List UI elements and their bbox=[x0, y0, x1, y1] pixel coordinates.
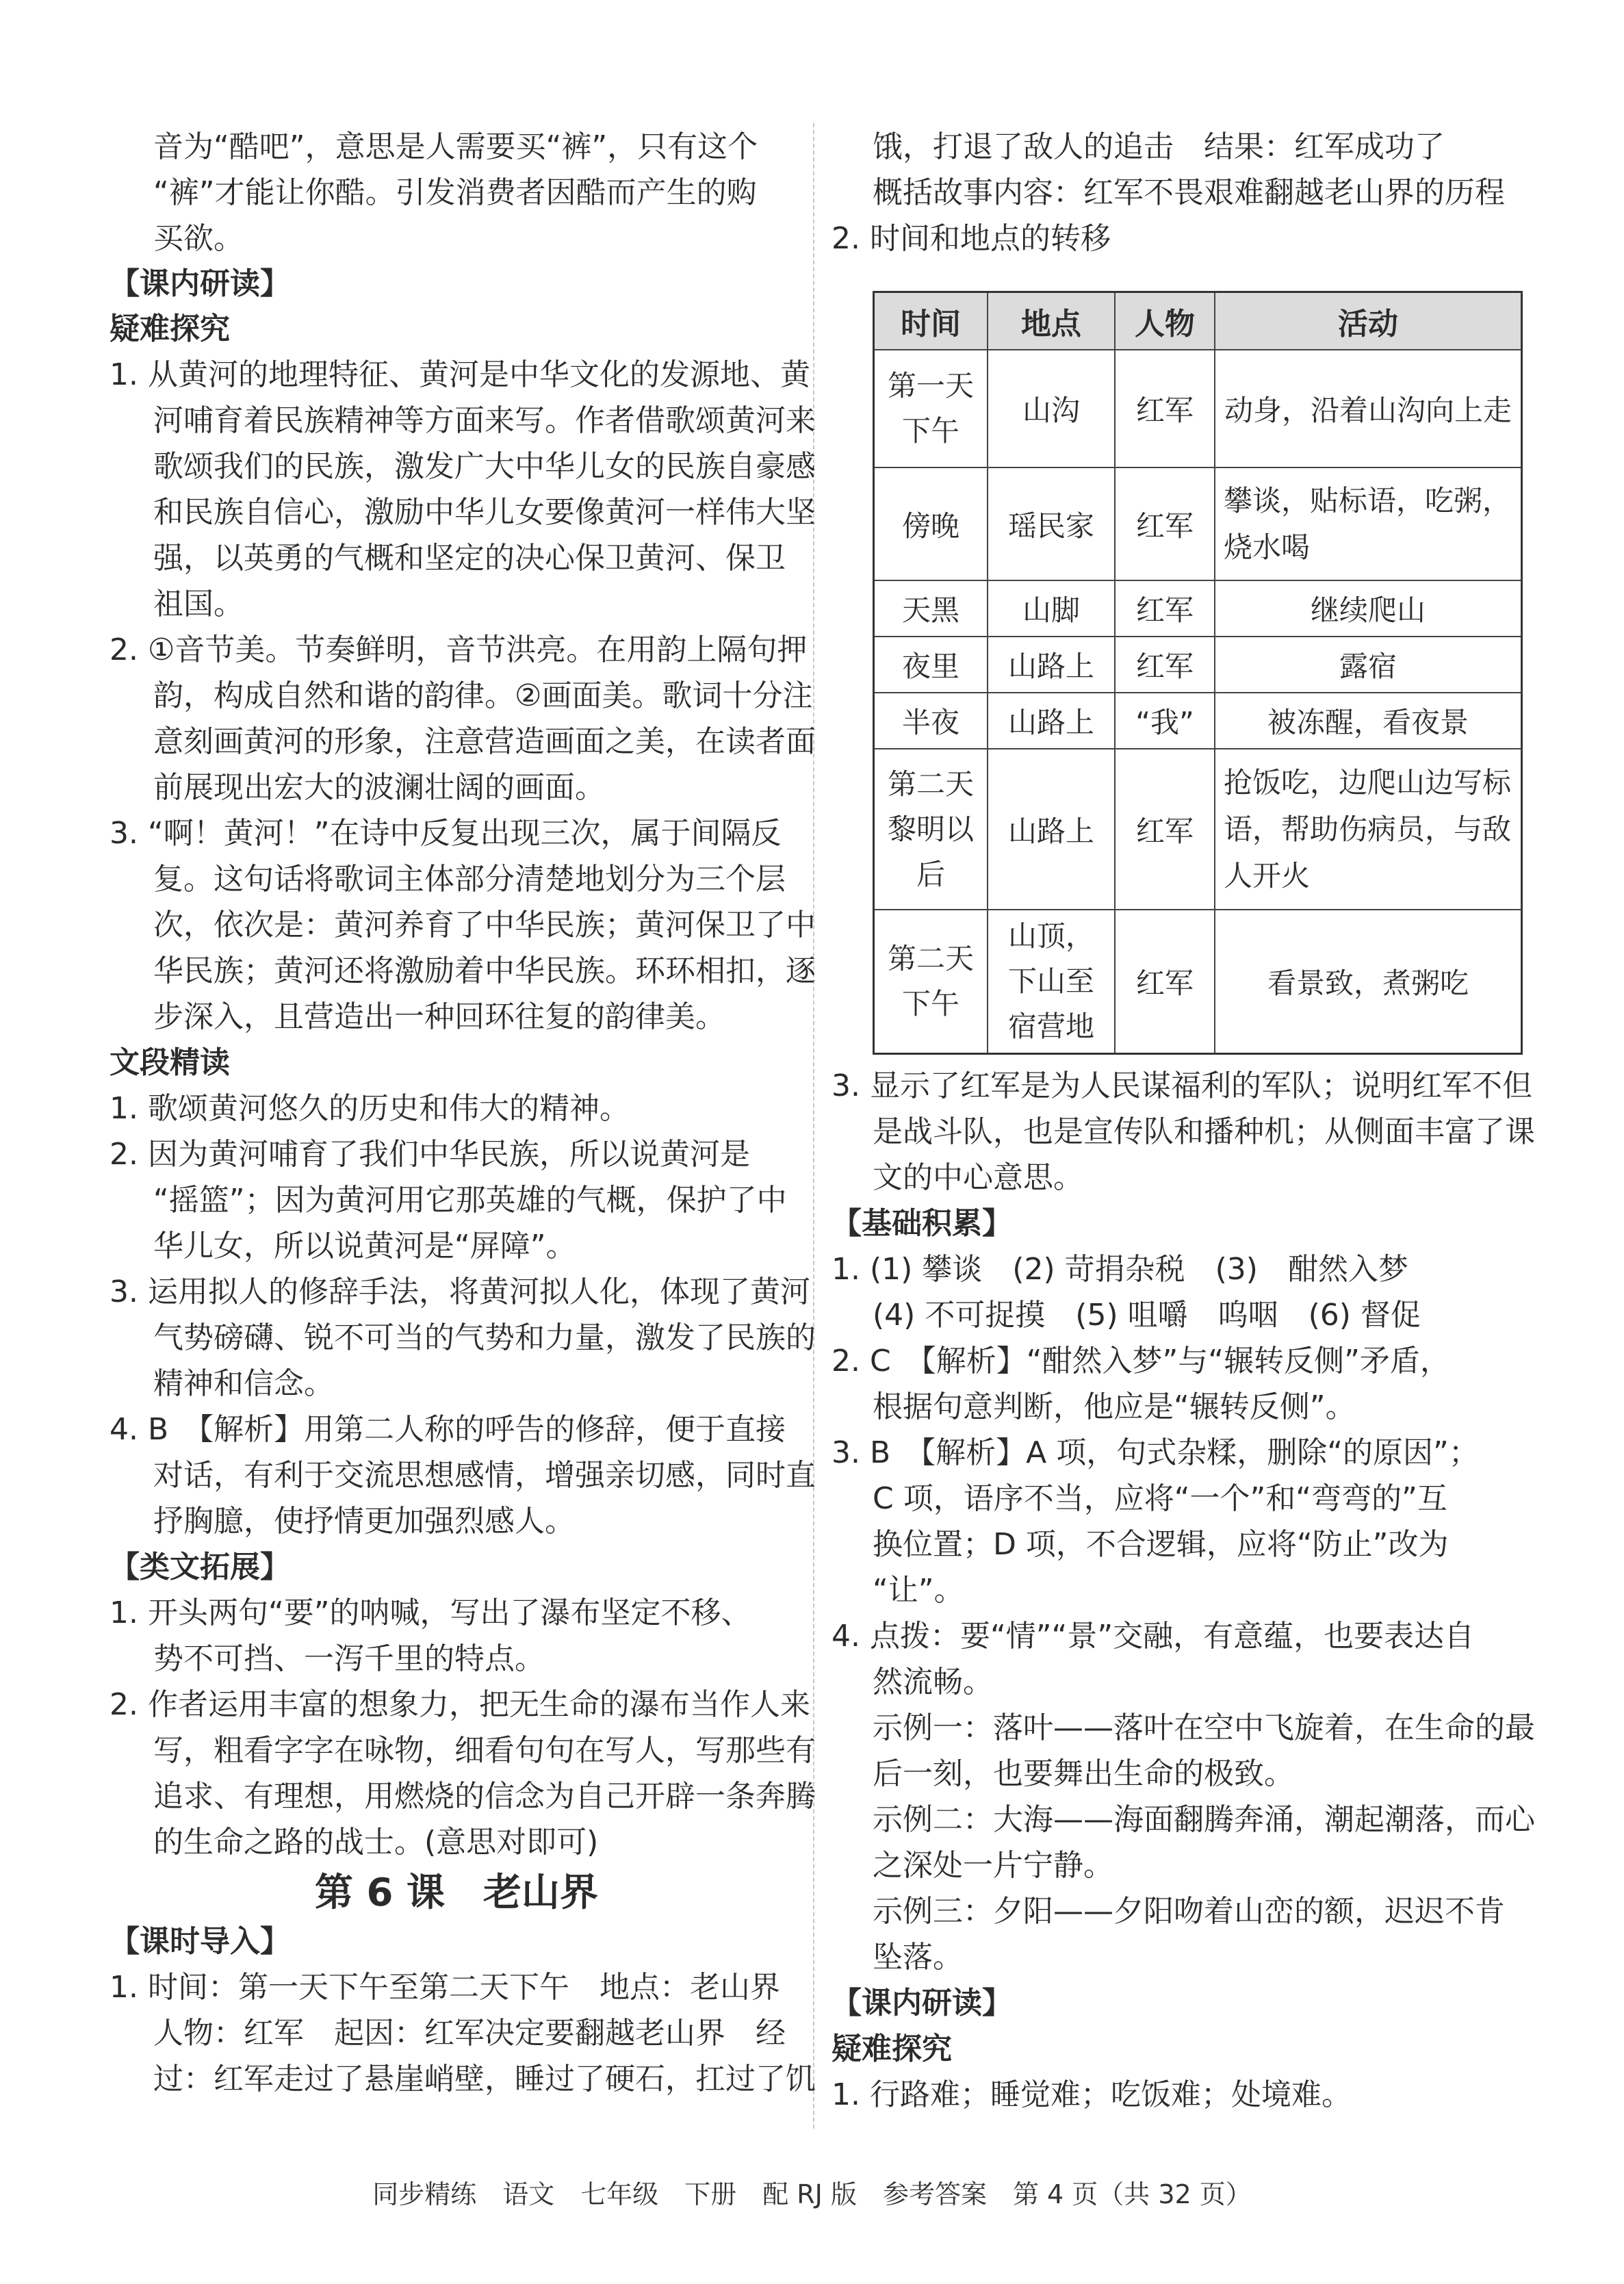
table-cell: 天黑 bbox=[874, 580, 988, 637]
text-line: 追求、有理想，用燃烧的信念为自己开辟一条奔腾 bbox=[153, 1779, 816, 1814]
text-line: 意刻画黄河的形象，注意营造画面之美，在读者面 bbox=[153, 724, 816, 759]
table-row bbox=[874, 580, 1522, 637]
table-row bbox=[874, 637, 1522, 693]
text-line: 2. 因为黄河哺育了我们中华民族，所以说黄河是 bbox=[109, 1137, 750, 1172]
text-line: 2. 时间和地点的转移 bbox=[832, 221, 1111, 256]
table-cell: 攀谈，贴标语，吃粥，烧水喝 bbox=[1215, 467, 1522, 580]
text-line: 华儿女，所以说黄河是“屏障”。 bbox=[153, 1229, 576, 1263]
text-line: 精神和信念。 bbox=[153, 1366, 334, 1401]
table-cell: 第二天下午 bbox=[874, 910, 988, 1053]
table-header: 人物 bbox=[1115, 292, 1215, 350]
page-footer: 同步精练 语文 七年级 下册 配 RJ 版 参考答案 第 4 页（共 32 页） bbox=[372, 2179, 1252, 2209]
table-cell: 抢饭吃，边爬山边写标语，帮助伤病员，与敌人开火 bbox=[1215, 749, 1522, 910]
table-cell: 山路上 bbox=[988, 693, 1115, 749]
text-line: 2. C 【解析】“酣然入梦”与“辗转反侧”矛盾， bbox=[832, 1344, 1450, 1378]
text-line: 1. (1) 攀谈 (2) 苛捐杂税 (3) 酣然入梦 bbox=[832, 1252, 1408, 1287]
text-line: 3. “啊！黄河！”在诗中反复出现三次，属于间隔反 bbox=[109, 816, 782, 851]
table-header-row bbox=[874, 292, 1522, 350]
table-cell: 第一天下午 bbox=[874, 350, 988, 467]
text-line: 1. 时间：第一天下午至第二天下午 地点：老山界 bbox=[109, 1970, 780, 2005]
text-line: 步深入，且营造出一种回环往复的韵律美。 bbox=[153, 999, 725, 1034]
text-line: (4) 不可捉摸 (5) 咀嚼 呜咽 (6) 督促 bbox=[873, 1298, 1421, 1333]
table-cell: 看景致，煮粥吃 bbox=[1215, 910, 1522, 1053]
text-line: 和民族自信心，激励中华儿女要像黄河一样伟大坚 bbox=[153, 495, 816, 530]
table-cell: 山脚 bbox=[988, 580, 1115, 637]
text-line: 饿，打退了敌人的追击 结果：红军成功了 bbox=[873, 129, 1445, 164]
text-line: 是战斗队，也是宣传队和播种机；从侧面丰富了课 bbox=[873, 1114, 1535, 1149]
table-cell: 夜里 bbox=[874, 637, 988, 693]
section-heading: 【课时导入】 bbox=[109, 1924, 290, 1959]
subsection-heading: 疑难探究 bbox=[832, 2031, 952, 2066]
section-heading: 【基础积累】 bbox=[832, 1206, 1012, 1241]
table-row bbox=[874, 910, 1522, 1053]
text-line: 2. 作者运用丰富的想象力，把无生命的瀑布当作人来 bbox=[109, 1687, 810, 1722]
subsection-heading: 文段精读 bbox=[109, 1045, 230, 1080]
text-line: 1. 歌颂黄河悠久的历史和伟大的精神。 bbox=[109, 1091, 630, 1126]
table-cell: 被冻醒，看夜景 bbox=[1215, 693, 1522, 749]
text-line: 3. 显示了红军是为人民谋福利的军队；说明红军不但 bbox=[832, 1068, 1532, 1103]
table-cell: 傍晚 bbox=[874, 467, 988, 580]
table-header: 活动 bbox=[1215, 292, 1522, 350]
table-cell: “我” bbox=[1115, 693, 1215, 749]
text-line: 势不可挡、一泻千里的特点。 bbox=[153, 1641, 545, 1676]
text-line: 换位置；D 项，不合逻辑，应将“防止”改为 bbox=[873, 1527, 1449, 1562]
text-line: 3. 运用拟人的修辞手法，将黄河拟人化，体现了黄河 bbox=[109, 1274, 810, 1309]
text-line: 过：红军走过了悬崖峭壁，睡过了硬石，扛过了饥 bbox=[153, 2062, 816, 2096]
text-line: 根据句意判断，他应是“辗转反侧”。 bbox=[873, 1389, 1356, 1424]
table-cell: 瑶民家 bbox=[988, 467, 1115, 580]
table-cell: 山顶，下山至宿营地 bbox=[988, 910, 1115, 1053]
text-line: 前展现出宏大的波澜壮阔的画面。 bbox=[153, 770, 605, 805]
table-cell: 红军 bbox=[1115, 467, 1215, 580]
text-line: 后一刻，也要舞出生命的极致。 bbox=[873, 1756, 1294, 1791]
section-heading: 【课内研读】 bbox=[109, 266, 290, 301]
text-line: 3. B 【解析】A 项，句式杂糅，删除“的原因”； bbox=[832, 1435, 1479, 1470]
table-row bbox=[874, 350, 1522, 467]
table-cell: 山沟 bbox=[988, 350, 1115, 467]
text-line: “让”。 bbox=[873, 1573, 964, 1608]
text-line: 之深处一片宁静。 bbox=[873, 1848, 1113, 1883]
text-line: 强，以英勇的气概和坚定的决心保卫黄河、保卫 bbox=[153, 541, 786, 576]
text-line: 次，依次是：黄河养育了中华民族；黄河保卫了中 bbox=[153, 908, 816, 942]
text-line: 写，粗看字字在咏物，细看句句在写人，写那些有 bbox=[153, 1733, 816, 1768]
text-line: 示例三：夕阳——夕阳吻着山峦的额，迟迟不肯 bbox=[873, 1894, 1505, 1929]
table-cell: 继续爬山 bbox=[1215, 580, 1522, 637]
table-cell: 红军 bbox=[1115, 749, 1215, 910]
text-line: 音为“酷吧”，意思是人需要买“裤”，只有这个 bbox=[153, 129, 758, 164]
table-row bbox=[874, 467, 1522, 580]
table-cell: 半夜 bbox=[874, 693, 988, 749]
table-cell: 山路上 bbox=[988, 749, 1115, 910]
text-line: 示例二：大海——海面翻腾奔涌，潮起潮落，而心 bbox=[873, 1802, 1535, 1837]
text-line: 买欲。 bbox=[153, 221, 244, 256]
table-cell: 红军 bbox=[1115, 350, 1215, 467]
table-cell: 第二天黎明以后 bbox=[874, 749, 988, 910]
section-heading: 【课内研读】 bbox=[832, 1986, 1012, 2020]
subsection-heading: 疑难探究 bbox=[109, 311, 230, 346]
text-line: “摇篮”；因为黄河用它那英雄的气概，保护了中 bbox=[153, 1183, 787, 1218]
table-header: 时间 bbox=[874, 292, 988, 350]
text-line: 4. 点拨：要“情”“景”交融，有意蕴，也要表达自 bbox=[832, 1619, 1475, 1654]
lesson-title: 第 6 课 老山界 bbox=[315, 1871, 598, 1915]
text-line: 气势磅礴、锐不可当的气势和力量，激发了民族的 bbox=[153, 1320, 816, 1355]
section-heading: 【类文拓展】 bbox=[109, 1550, 290, 1584]
text-line: 坠落。 bbox=[873, 1940, 963, 1975]
text-line: 概括故事内容：红军不畏艰难翻越老山界的历程 bbox=[873, 175, 1505, 210]
text-line: 祖国。 bbox=[153, 587, 244, 621]
text-line: 歌颂我们的民族，激发广大中华儿女的民族自豪感 bbox=[153, 449, 816, 484]
table-cell: 山路上 bbox=[988, 637, 1115, 693]
text-line: 文的中心意思。 bbox=[873, 1160, 1083, 1195]
text-line: C 项，语序不当，应将“一个”和“弯弯的”互 bbox=[873, 1481, 1447, 1516]
text-line: 1. 开头两句“要”的呐喊，写出了瀑布坚定不移、 bbox=[109, 1595, 751, 1630]
table-cell: 红军 bbox=[1115, 637, 1215, 693]
text-line: 然流畅。 bbox=[873, 1665, 993, 1699]
text-line: 复。这句话将歌词主体部分清楚地划分为三个层 bbox=[153, 862, 786, 897]
table-cell: 红军 bbox=[1115, 580, 1215, 637]
text-line: 人物：红军 起因：红军决定要翻越老山界 经 bbox=[153, 2016, 786, 2051]
text-line: 华民族；黄河还将激励着中华民族。环环相扣，逐 bbox=[153, 953, 816, 988]
text-line: 河哺育着民族精神等方面来写。作者借歌颂黄河来 bbox=[153, 403, 816, 438]
text-line: 2. ①音节美。节奏鲜明，音节洪亮。在用韵上隔句押 bbox=[109, 632, 808, 667]
table-row bbox=[874, 693, 1522, 749]
text-line: 示例一：落叶——落叶在空中飞旋着，在生命的最 bbox=[873, 1710, 1535, 1745]
text-line: 对话，有利于交流思想感情，增强亲切感，同时直 bbox=[153, 1458, 816, 1493]
text-line: 抒胸臆，使抒情更加强烈感人。 bbox=[153, 1504, 575, 1539]
text-line: 4. B 【解析】用第二人称的呼告的修辞，便于直接 bbox=[109, 1412, 786, 1447]
table-cell: 露宿 bbox=[1215, 637, 1522, 693]
text-line: “裤”才能让你酷。引发消费者因酷而产生的购 bbox=[153, 175, 757, 210]
text-line: 韵，构成自然和谐的韵律。②画面美。歌词十分注 bbox=[153, 678, 813, 713]
text-line: 的生命之路的战士。(意思对即可) bbox=[153, 1825, 599, 1860]
text-line: 1. 行路难；睡觉难；吃饭难；处境难。 bbox=[832, 2077, 1352, 2112]
text-line: 1. 从黄河的地理特征、黄河是中华文化的发源地、黄 bbox=[109, 357, 810, 392]
table-row bbox=[874, 749, 1522, 910]
table-header: 地点 bbox=[988, 292, 1115, 350]
time-place-table bbox=[873, 291, 1523, 1055]
table-cell: 红军 bbox=[1115, 910, 1215, 1053]
table-cell: 动身，沿着山沟向上走 bbox=[1215, 350, 1522, 467]
